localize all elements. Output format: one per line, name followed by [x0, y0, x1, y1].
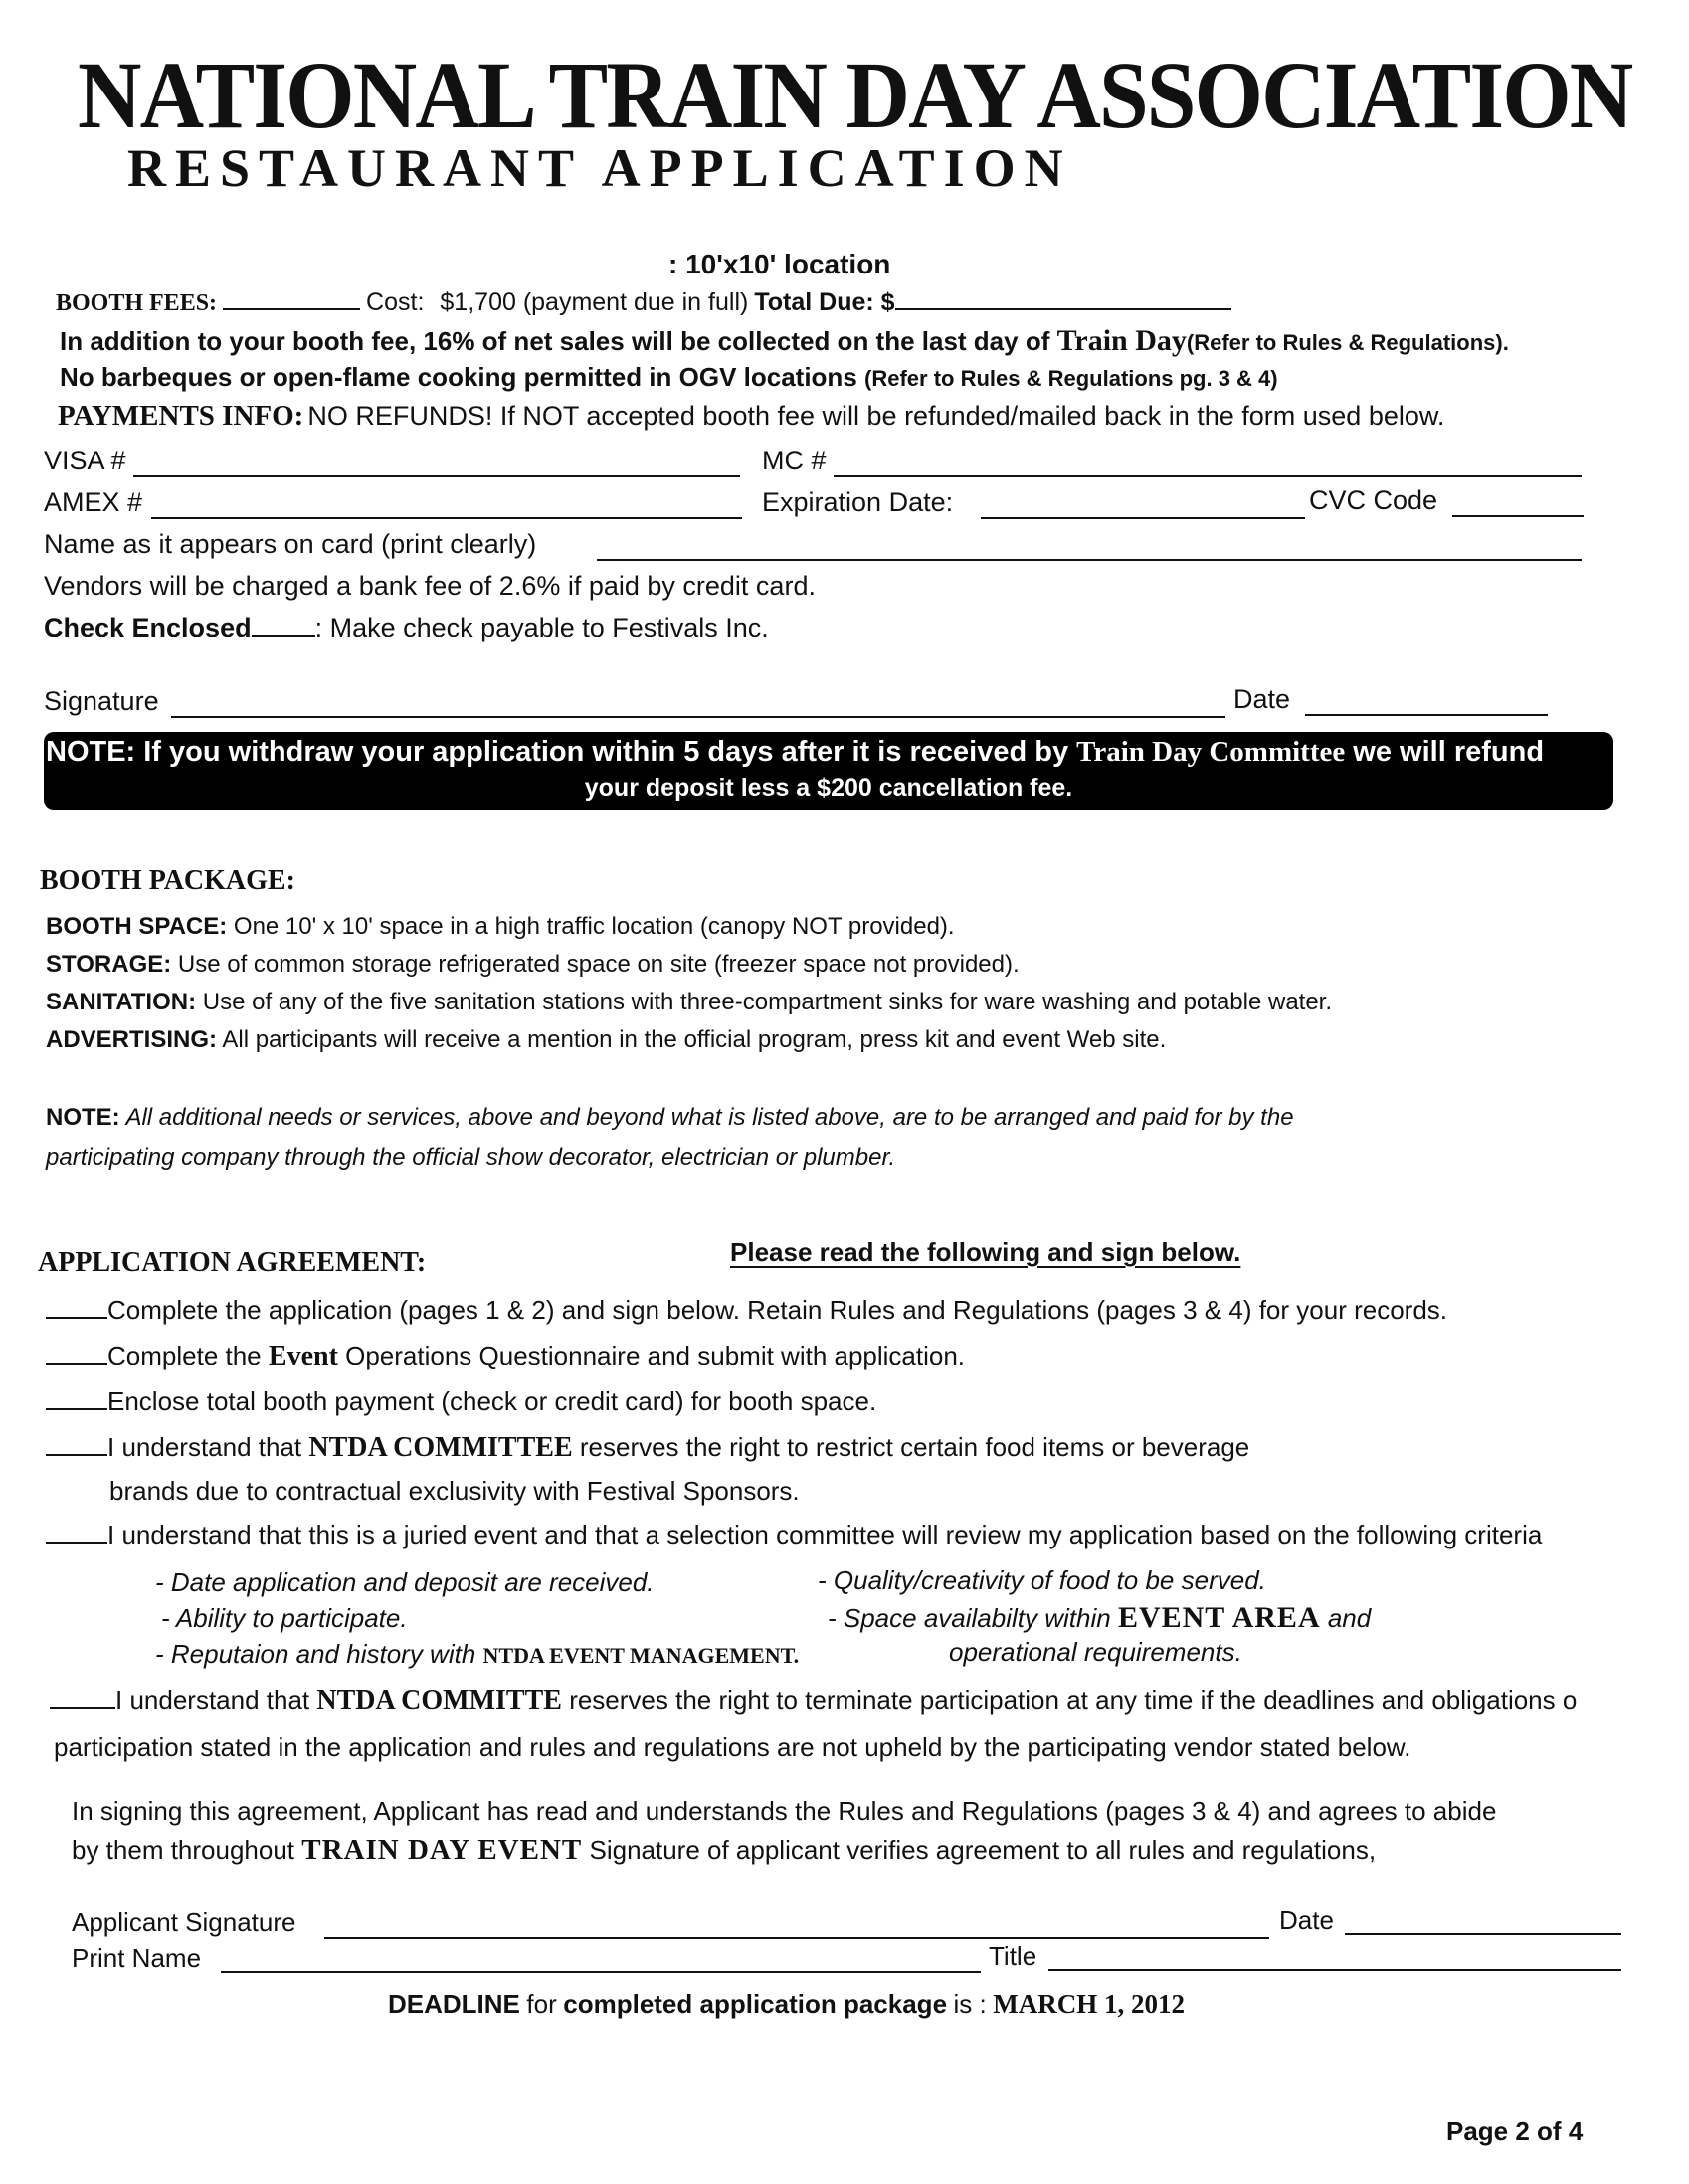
payment-date-field[interactable] — [1305, 714, 1548, 716]
deadline-for: for — [526, 1989, 557, 2019]
criteria-space-area: EVENT AREA — [1117, 1601, 1321, 1634]
agreement-check-2[interactable] — [46, 1361, 107, 1365]
bank-fee-text: Vendors will be charged a bank fee of 2.6% if paid by credit card. — [44, 571, 816, 601]
amex-label: AMEX # — [44, 487, 143, 517]
agreement-item-2-event: Event — [268, 1341, 338, 1371]
criteria-space — [828, 1601, 1371, 1635]
agreement-item-6 — [50, 1685, 1577, 1717]
payments-info-label: PAYMENTS INFO: — [58, 400, 304, 432]
advertising-text: All participants will receive a mention in the official program, press kit and event Web site. — [217, 1026, 1167, 1053]
title-field[interactable] — [1048, 1969, 1621, 1971]
applicant-date-field[interactable] — [1345, 1933, 1621, 1935]
criteria-date: - Date application and deposit are received. — [155, 1567, 655, 1597]
visa-field[interactable] — [133, 475, 740, 477]
booth-space-item — [46, 913, 955, 941]
sanitation-label: SANITATION: — [46, 989, 197, 1015]
net-sales-train-day: Train Day — [1056, 324, 1187, 357]
agreement-check-6[interactable] — [50, 1705, 115, 1709]
signing-statement-rest: Signature of applicant verifies agreement to all rules and regulations, — [589, 1835, 1377, 1865]
agreement-item-4-committee: NTDA COMMITTEE — [308, 1432, 573, 1463]
title-label: Title — [989, 1941, 1037, 1971]
advertising-label: ADVERTISING: — [46, 1026, 218, 1053]
deadline-is: is : — [953, 1989, 987, 2019]
applicant-signature-field[interactable] — [324, 1937, 1269, 1939]
criteria-reputation-mgmt: NTDA EVENT MANAGEMENT. — [482, 1643, 800, 1668]
sanitation-item — [46, 989, 1332, 1016]
mc-label: MC # — [762, 446, 827, 475]
agreement-item-4-text: I understand that — [107, 1432, 302, 1462]
agreement-item-6-text: I understand that — [115, 1685, 310, 1715]
storage-text: Use of common storage refrigerated space on site (freezer space not provided). — [171, 951, 1020, 978]
additional-needs-label: NOTE: — [46, 1104, 120, 1131]
criteria-quality: - Quality/creativity of food to be served. — [818, 1565, 1266, 1595]
agreement-item-2-text: Complete the — [107, 1341, 262, 1370]
agreement-item-6-committee: NTDA COMMITTE — [316, 1685, 562, 1716]
check-enclosed-label: Check Enclosed — [44, 613, 252, 642]
print-name-label: Print Name — [72, 1943, 202, 1973]
agreement-check-4[interactable] — [46, 1452, 107, 1456]
criteria-operational: operational requirements. — [949, 1637, 1242, 1667]
criteria-reputation — [155, 1639, 799, 1670]
cost-value: $1,700 (payment due in full) — [440, 288, 749, 316]
agreement-item-4-rest: reserves the right to restrict certain food items or beverage — [579, 1432, 1250, 1462]
booth-fees-row — [56, 288, 1231, 317]
additional-needs-text: All additional needs or services, above and beyond what is listed above, are to be arranged and paid for by the — [119, 1104, 1294, 1131]
criteria-space-and: and — [1327, 1603, 1372, 1633]
expiration-field[interactable] — [981, 517, 1305, 519]
booth-package-heading: BOOTH PACKAGE: — [40, 865, 295, 896]
deadline-package: completed application package — [563, 1989, 948, 2019]
sanitation-text: Use of any of the five sanitation stations with three-compartment sinks for ware washing and potable water. — [196, 989, 1333, 1015]
total-due-label: Total Due: $ — [754, 288, 895, 316]
agreement-item-2-rest: Operations Questionnaire and submit with application. — [345, 1341, 966, 1370]
applicant-signature-label: Applicant Signature — [72, 1908, 296, 1937]
page-subtitle: RESTAURANT APPLICATION — [127, 138, 1072, 198]
no-bbq-text: No barbeques or open-flame cooking permitted in OGV locations — [60, 362, 857, 392]
agreement-check-1[interactable] — [46, 1315, 107, 1319]
agreement-item-4 — [46, 1432, 1249, 1464]
booth-fees-label: BOOTH FEES: — [56, 290, 218, 316]
agreement-item-6-cont: participation stated in the application and rules and regulations are not upheld by the participating vendor stated below. — [54, 1732, 1411, 1762]
cvc-field[interactable] — [1452, 515, 1584, 517]
booth-space-label: BOOTH SPACE: — [46, 913, 228, 940]
no-bbq-notice — [60, 362, 1278, 393]
agreement-item-5-text: I understand that this is a juried event and that a selection committee will review my application based on the following criteria — [107, 1520, 1543, 1549]
agreement-item-6-rest: reserves the right to terminate participation at any time if the deadlines and obligations o — [569, 1685, 1578, 1715]
storage-label: STORAGE: — [46, 951, 172, 978]
no-bbq-ref: (Refer to Rules & Regulations pg. 3 & 4) — [864, 366, 1278, 391]
cancellation-note-line2: your deposit less a $200 cancellation fee. — [584, 774, 1073, 802]
criteria-ability: - Ability to participate. — [161, 1603, 408, 1633]
agreement-item-2 — [46, 1341, 965, 1372]
agreement-heading: APPLICATION AGREEMENT: — [38, 1247, 427, 1278]
agreement-item-3 — [46, 1386, 876, 1417]
location-text: : 10'x10' location — [668, 249, 891, 279]
print-name-field[interactable] — [221, 1971, 981, 1973]
name-on-card-label: Name as it appears on card (print clearly) — [44, 529, 537, 559]
cancellation-note-refund: we will refund — [1353, 736, 1545, 768]
agreement-item-5 — [46, 1520, 1542, 1550]
check-enclosed-row — [44, 613, 769, 643]
storage-item — [46, 951, 1020, 979]
name-on-card-field[interactable] — [597, 559, 1582, 561]
criteria-space-text: - Space availabilty within — [828, 1603, 1111, 1633]
cancellation-note-text: NOTE: If you withdraw your application within 5 days after it is received by — [46, 736, 1069, 768]
payments-info-row — [58, 400, 1444, 433]
cost-label: Cost: — [366, 288, 425, 316]
expiration-label: Expiration Date: — [762, 487, 954, 517]
visa-label: VISA # — [44, 446, 126, 475]
applicant-date-label: Date — [1279, 1906, 1334, 1935]
agreement-item-1 — [46, 1295, 1447, 1326]
net-sales-notice — [60, 324, 1509, 358]
amex-field[interactable] — [151, 517, 742, 519]
cancellation-note-committee: Train Day Committee — [1076, 736, 1346, 768]
net-sales-text: In addition to your booth fee, 16% of net sales will be collected on the last day of — [60, 326, 1050, 356]
signing-statement-text: by them throughout — [72, 1835, 295, 1865]
signing-statement-2 — [72, 1834, 1376, 1867]
additional-needs-text-2: participating company through the official show decorator, electrician or plumber. — [46, 1144, 896, 1171]
net-sales-ref: (Refer to Rules & Regulations). — [1186, 330, 1509, 355]
booth-space-text: One 10' x 10' space in a high traffic location (canopy NOT provided). — [227, 913, 955, 940]
signature-field[interactable] — [171, 716, 1225, 718]
signing-statement-event: TRAIN DAY EVENT — [301, 1834, 583, 1866]
agreement-instruction: Please read the following and sign below. — [730, 1237, 1241, 1267]
payments-info-text: NO REFUNDS! If NOT accepted booth fee will be refunded/mailed back in the form used below. — [307, 401, 1445, 431]
signing-statement-1: In signing this agreement, Applicant has read and understands the Rules and Regulations (pages 3 & 4) and agrees to abide — [72, 1796, 1497, 1826]
deadline-label: DEADLINE — [388, 1989, 520, 2019]
page-number: Page 2 of 4 — [1446, 2116, 1584, 2146]
cancellation-note-banner — [44, 732, 1613, 810]
deadline-date: MARCH 1, 2012 — [993, 1989, 1185, 2019]
check-enclosed-blank[interactable] — [252, 633, 315, 637]
page-title: NATIONAL TRAIN DAY ASSOCIATION — [78, 42, 1632, 148]
cancellation-note-line1 — [46, 736, 1544, 769]
mc-field[interactable] — [834, 475, 1582, 477]
total-due-blank[interactable] — [895, 306, 1231, 310]
criteria-reputation-text: - Reputaion and history with — [155, 1639, 476, 1669]
cvc-label: CVC Code — [1309, 485, 1438, 515]
agreement-item-1-text: Complete the application (pages 1 & 2) and sign below. Retain Rules and Regulations (pages 3 & 4) for your records. — [107, 1295, 1447, 1325]
additional-needs-note — [46, 1104, 1294, 1132]
agreement-item-4-cont: brands due to contractual exclusivity with Festival Sponsors. — [109, 1476, 800, 1506]
advertising-item — [46, 1026, 1166, 1054]
deadline-notice — [388, 1989, 1185, 2020]
agreement-check-3[interactable] — [46, 1406, 107, 1410]
check-enclosed-text: : Make check payable to Festivals Inc. — [314, 613, 769, 642]
agreement-check-5[interactable] — [46, 1540, 107, 1544]
agreement-item-3-text: Enclose total booth payment (check or credit card) for booth space. — [107, 1386, 877, 1416]
booth-fees-blank[interactable] — [223, 306, 360, 310]
signature-label: Signature — [44, 686, 159, 716]
payment-date-label: Date — [1233, 684, 1291, 714]
